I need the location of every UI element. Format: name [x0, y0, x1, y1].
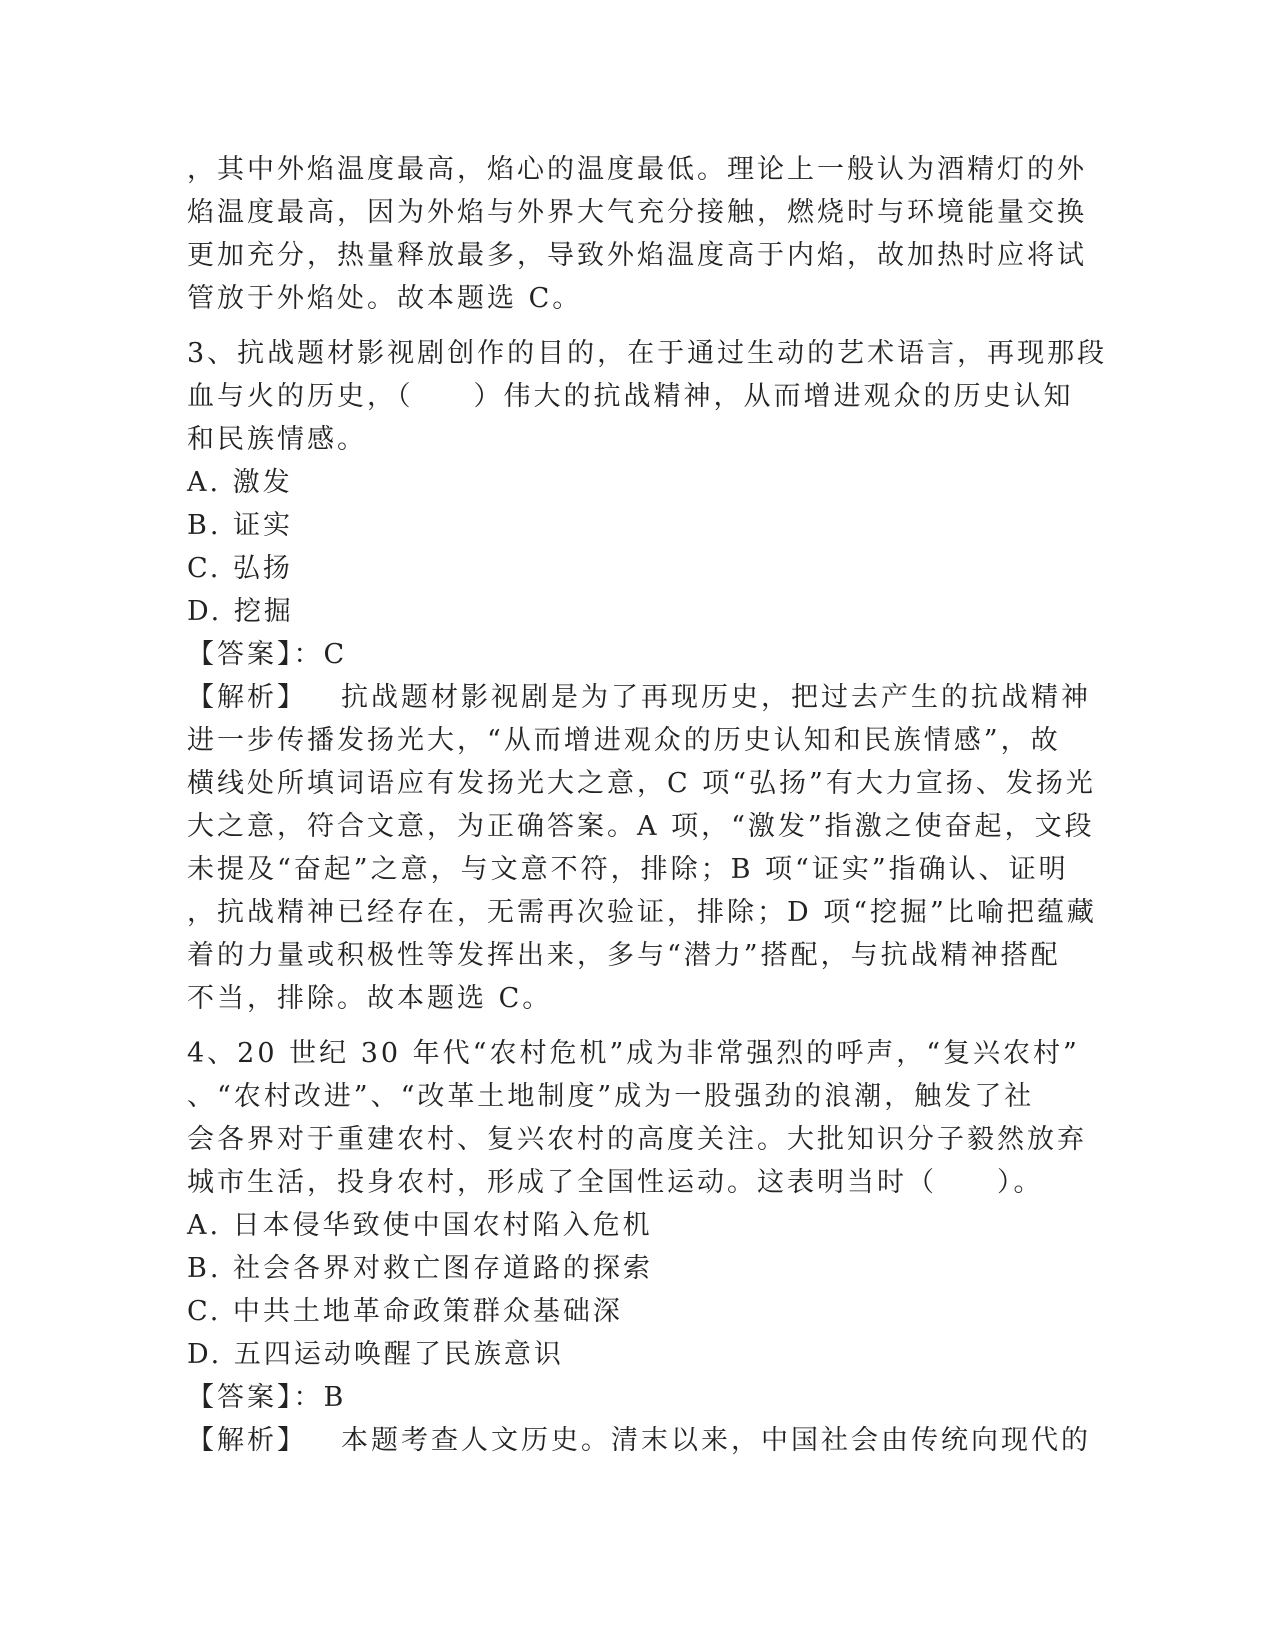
- analysis-label: 【解析】: [187, 682, 307, 713]
- analysis-line: [187, 676, 1091, 719]
- intro-line: ，其中外焰温度最高，焰心的温度最低。理论上一般认为酒精灯的外: [187, 154, 1087, 185]
- option-d: D. 挖掘: [187, 596, 294, 627]
- analysis-line: 横线处所填词语应有发扬光大之意，C 项“弘扬”有大力宣扬、发扬光: [187, 768, 1096, 799]
- stem-line: 、“农村改进”、“改革土地制度”成为一股强劲的浪潮，触发了社: [187, 1081, 1035, 1112]
- intro-line: 管放于外焰处。故本题选 C。: [187, 283, 583, 314]
- option-b: B. 证实: [187, 510, 294, 541]
- option-d: D. 五四运动唤醒了民族意识: [187, 1339, 564, 1370]
- analysis-line: 大之意，符合文意，为正确答案。A 项，“激发”指激之使奋起，文段: [187, 811, 1095, 842]
- analysis-label: 【解析】: [187, 1425, 307, 1456]
- analysis-block: [187, 676, 1097, 1020]
- question-3-stem: [187, 332, 1108, 461]
- analysis-line: 不当，排除。故本题选 C。: [187, 983, 553, 1014]
- option-a: A. 激发: [187, 467, 293, 498]
- analysis-block: [187, 1419, 1091, 1462]
- document-content: [187, 148, 1108, 1462]
- option-c: C. 弘扬: [187, 553, 293, 584]
- answer-label: 【答案】：: [187, 1382, 324, 1413]
- intro-line: 更加充分，热量释放最多，导致外焰温度高于内焰，故加热时应将试: [187, 240, 1087, 271]
- question-4: [187, 1032, 1091, 1462]
- answer-value: B: [323, 1382, 347, 1413]
- analysis-line: 着的力量或积极性等发挥出来，多与“潜力”搭配，与抗战精神搭配: [187, 940, 1061, 971]
- stem-line: 和民族情感。: [187, 424, 367, 455]
- option-a: A. 日本侵华致使中国农村陷入危机: [187, 1210, 653, 1241]
- analysis-line: 未提及“奋起”之意，与文意不符，排除；B 项“证实”指确认、证明: [187, 854, 1069, 885]
- analysis-line: [187, 1419, 1091, 1462]
- question-4-stem: [187, 1032, 1087, 1204]
- paragraph-gap: [187, 320, 1087, 332]
- answer-label: 【答案】：: [187, 639, 324, 670]
- paragraph-gap: [187, 1020, 1087, 1032]
- stem-line: 血与火的历史，（ ）伟大的抗战精神，从而增进观众的历史认知: [187, 381, 1074, 412]
- stem-line: 4、20 世纪 30 年代“农村危机”成为非常强烈的呼声，“复兴农村”: [187, 1038, 1080, 1069]
- stem-line: 会各界对于重建农村、复兴农村的高度关注。大批知识分子毅然放弃: [187, 1124, 1087, 1155]
- analysis-text: 本题考查人文历史。清末以来，中国社会由传统向现代的: [341, 1425, 1091, 1456]
- stem-line: 城市生活，投身农村，形成了全国性运动。这表明当时（ ）。: [187, 1167, 1044, 1198]
- stem-line: 3、抗战题材影视剧创作的目的，在于通过生动的艺术语言，再现那段: [187, 338, 1108, 369]
- analysis-text: 抗战题材影视剧是为了再现历史，把过去产生的抗战精神: [341, 682, 1091, 713]
- intro-paragraph: [187, 148, 1087, 320]
- question-3: [187, 332, 1108, 1020]
- option-b: B. 社会各界对救亡图存道路的探索: [187, 1253, 654, 1284]
- analysis-line: 进一步传播发扬光大，“从而增进观众的历史认知和民族情感”，故: [187, 725, 1061, 756]
- option-c: C. 中共土地革命政策群众基础深: [187, 1296, 623, 1327]
- answer-line: [187, 633, 1087, 676]
- analysis-line: ，抗战精神已经存在，无需再次验证，排除；D 项“挖掘”比喻把蕴藏: [187, 897, 1097, 928]
- intro-line: 焰温度最高，因为外焰与外界大气充分接触，燃烧时与环境能量交换: [187, 197, 1087, 228]
- answer-value: C: [323, 639, 348, 670]
- answer-line: [187, 1376, 1087, 1419]
